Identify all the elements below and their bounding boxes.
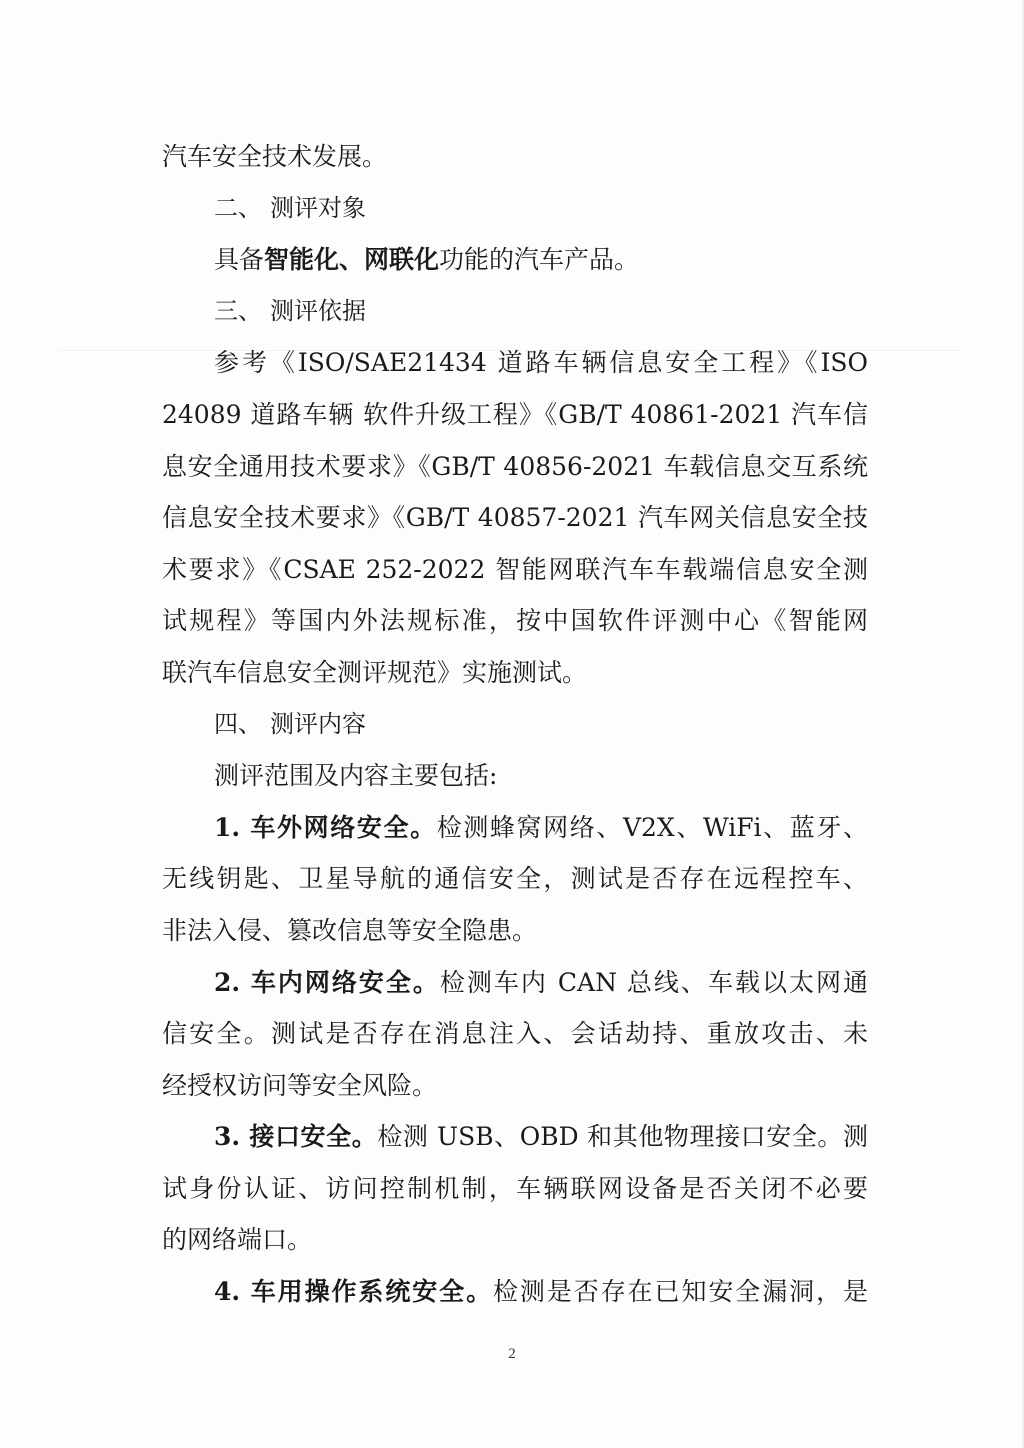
paragraph-line: 信息安全技术要求》《GB/T 40857-2021 汽车网关信息安全技 [162, 503, 868, 533]
text-run: 检测蜂窝网络、V2X、WiFi、蓝牙、 [436, 812, 868, 842]
bold-text-run: 智能化、网联化 [264, 245, 440, 275]
page-number: 2 [508, 1346, 516, 1362]
list-item-title: 2. 车内网络安全。 [214, 967, 440, 997]
paragraph-line: 试身份认证、访问控制机制，车辆联网设备是否关闭不必要 [162, 1173, 868, 1203]
paragraph-line: 参考《ISO/SAE21434 道路车辆信息安全工程》《ISO [214, 348, 868, 378]
list-item-3 [162, 1111, 868, 1163]
paragraph-line: 测评范围及内容主要包括: [214, 761, 498, 791]
paragraph-line: 汽车安全技术发展。 [162, 142, 388, 171]
list-item-1 [162, 802, 868, 854]
list-item-title: 1. 车外网络安全。 [214, 812, 437, 842]
heading-text: 测评内容 [270, 709, 366, 738]
heading-text: 测评对象 [270, 193, 366, 222]
heading-text: 测评依据 [270, 296, 366, 325]
paragraph-line: 非法入侵、篡改信息等安全隐患。 [162, 915, 538, 945]
paragraph-line: 24089 道路车辆 软件升级工程》《GB/T 40861-2021 汽车信 [162, 399, 868, 429]
section-heading-4 [162, 699, 868, 751]
paragraph-line: 的网络端口。 [162, 1225, 313, 1255]
heading-number: 二、 [214, 193, 262, 222]
section-heading-2 [162, 183, 868, 235]
paragraph-line: 术要求》《CSAE 252-2022 智能网联汽车车载端信息安全测 [162, 554, 868, 584]
section-heading-3 [162, 286, 868, 338]
text-run: 检测 USB、OBD 和其他物理接口安全。测 [377, 1122, 868, 1152]
text-run: 检测是否存在已知安全漏洞，是 [493, 1277, 868, 1307]
paragraph-line: 无线钥匙、卫星导航的通信安全，测试是否存在远程控车、 [162, 864, 868, 894]
paragraph-line: 试规程》等国内外法规标准，按中国软件评测中心《智能网 [162, 606, 868, 636]
list-item-2 [162, 957, 868, 1009]
paragraph-line: 息安全通用技术要求》《GB/T 40856-2021 车载信息交互系统 [162, 451, 868, 481]
paragraph-line: 经授权访问等安全风险。 [162, 1070, 438, 1100]
list-item-title: 4. 车用操作系统安全。 [214, 1277, 494, 1307]
document-body [162, 131, 868, 1318]
paragraph-line: 联汽车信息安全测评规范》实施测试。 [162, 657, 588, 687]
paragraph-line: 信安全。测试是否存在消息注入、会话劫持、重放攻击、未 [162, 1019, 868, 1049]
paragraph-line [162, 234, 868, 286]
list-item-title: 3. 接口安全。 [214, 1122, 378, 1152]
list-item-4 [162, 1266, 868, 1318]
text-run: 检测车内 CAN 总线、车载以太网通 [439, 967, 868, 997]
text-run: 具备 [214, 245, 265, 275]
heading-number: 三、 [214, 296, 262, 325]
heading-number: 四、 [214, 709, 262, 738]
text-run: 功能的汽车产品。 [439, 245, 640, 275]
